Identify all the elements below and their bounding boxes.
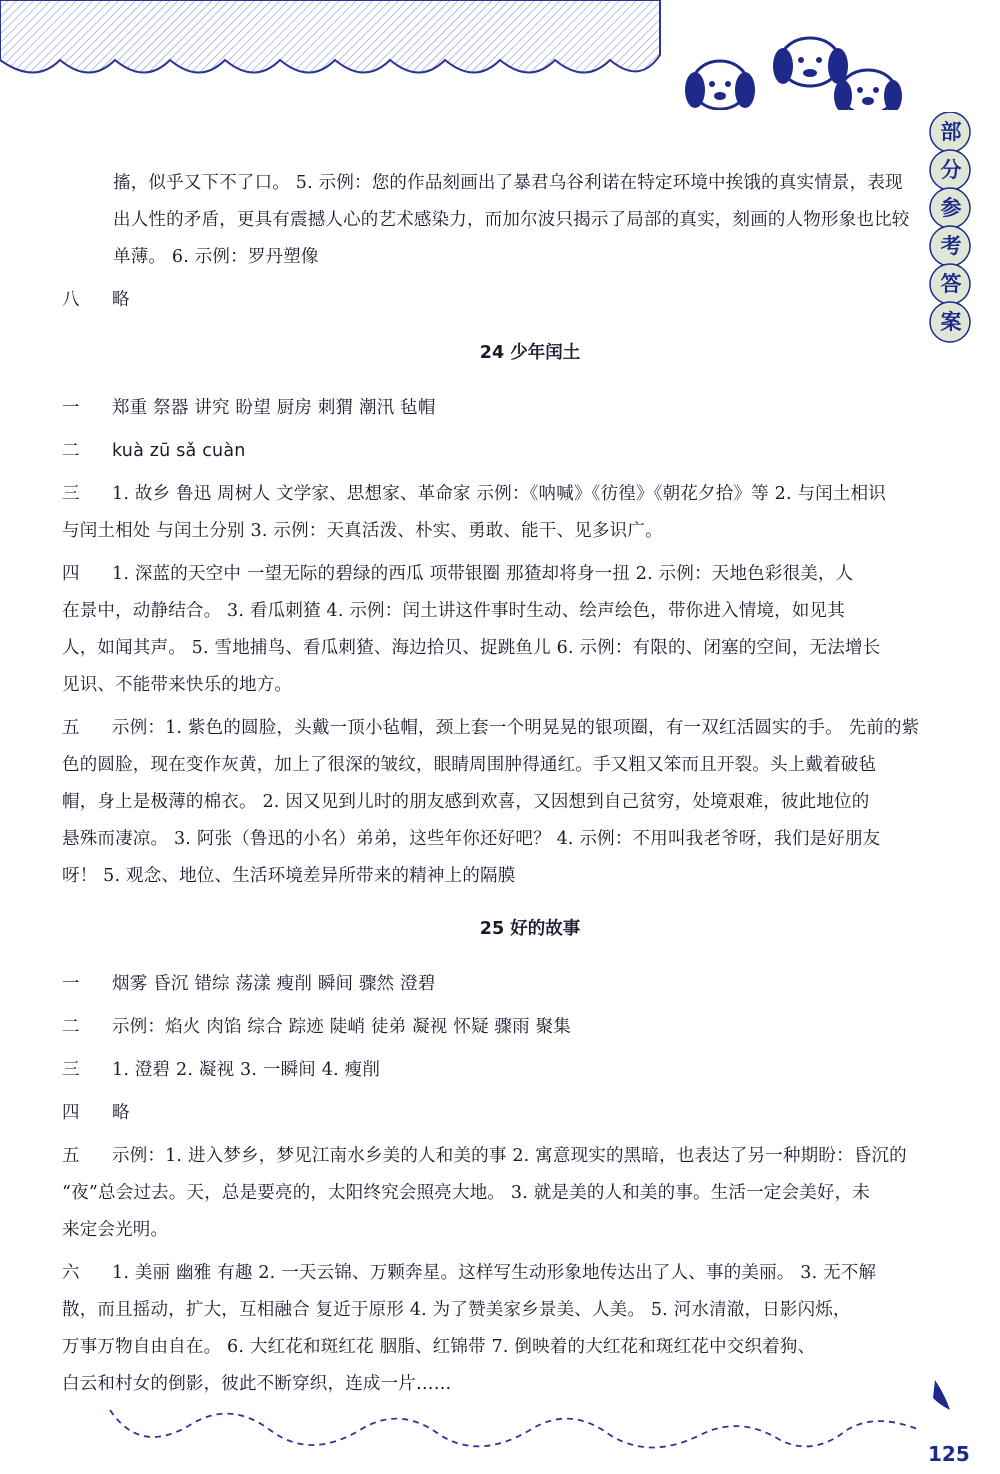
puppy-icon	[685, 61, 755, 109]
item-label: 六	[62, 1263, 80, 1283]
answer-item	[60, 1052, 920, 1089]
side-tab-char: 考	[940, 234, 962, 258]
answer-line: 示例：1. 紫色的圆脸，头戴一顶小毡帽，颈上套一个明晃晃的银项圈，有一双红活圆实的手。 先前的紫	[112, 718, 920, 738]
answer-line: 万事万物自由自在。 6. 大红花和斑红花 胭脂、红锦带 7. 倒映着的大红花和斑红花中交织着狗、	[62, 1337, 816, 1357]
answer-item	[60, 390, 920, 427]
answer-item	[60, 476, 920, 550]
item-label: 一	[62, 974, 80, 994]
answer-line: 搐，似乎又下不了口。 5. 示例：您的作品刻画出了暴君乌谷利诺在特定环境中挨饿的真实情景，表现	[113, 173, 903, 193]
side-tab-char: 部	[940, 120, 962, 144]
page-number: 125	[928, 1442, 970, 1466]
answer-item	[60, 1095, 920, 1132]
item-label: 八	[62, 290, 80, 310]
answer-line: 示例：1. 进入梦乡，梦见江南水乡美的人和美的事 2. 寓意现实的黑暗，也表达了另一种期盼：昏沉的	[112, 1146, 907, 1166]
side-tab-char: 案	[940, 310, 962, 334]
item-label: 四	[62, 564, 80, 584]
side-tab-char: 分	[940, 158, 962, 182]
continuation-block	[60, 165, 920, 276]
side-tab-char: 参	[940, 196, 962, 220]
answer-item	[60, 710, 920, 895]
answer-line: 单薄。 6. 示例：罗丹塑像	[113, 247, 319, 267]
answer-line: 帽，身上是极薄的棉衣。 2. 因又见到儿时的朋友感到欢喜，又因想到自己贫穷，处境艰难，彼此地位的	[62, 792, 870, 812]
item-label: 二	[62, 441, 80, 461]
item-label: 四	[62, 1103, 80, 1123]
answer-line: 郑重 祭器 讲究 盼望 厨房 刺猬 潮汛 毡帽	[112, 398, 436, 418]
answer-line: 示例：焰火 肉馅 综合 踪迹 陡峭 徒弟 凝视 怀疑 骤雨 聚集	[112, 1017, 571, 1037]
answer-line: 出人性的矛盾，更具有震撼人心的艺术感染力，而加尔波只揭示了局部的真实，刻画的人物形象也比较	[113, 210, 910, 230]
answer-line: 散，而且摇动，扩大，互相融合 复近于原形 4. 为了赞美家乡景美、人美。 5. 河水清澈，日影闪烁，	[62, 1300, 851, 1320]
item-label: 三	[62, 484, 80, 504]
answer-line: 呀！ 5. 观念、地位、生活环境差异所带来的精神上的隔膜	[62, 866, 516, 886]
answer-line: 1. 美丽 幽雅 有趣 2. 一天云锦、万颗奔星。这样写生动形象地传达出了人、事的美丽。 3. 无不解	[112, 1263, 877, 1283]
item-label: 二	[62, 1017, 80, 1037]
item-label: 五	[62, 1146, 80, 1166]
item-label: 三	[62, 1060, 80, 1080]
lesson-title: 24 少年闰土	[479, 343, 581, 363]
answer-line: “夜”总会过去。天，总是要亮的，太阳终究会照亮大地。 3. 就是美的人和美的事。生活一定会美好，未	[62, 1183, 871, 1203]
pinyin-line: kuà zū sǎ cuàn	[112, 441, 246, 461]
answer-line: 略	[112, 290, 130, 310]
answer-line: 色的圆脸，现在变作灰黄，加上了很深的皱纹，眼睛周围肿得通红。手又粗又笨而且开裂。头上戴着破毡	[62, 755, 877, 775]
answer-line: 人，如闻其声。 5. 雪地捕鸟、看瓜刺猹、海边拾贝、捉跳鱼儿 6. 示例：有限的、闭塞的空间，无法增长	[62, 638, 881, 658]
answer-item	[60, 966, 920, 1003]
item-label: 五	[62, 718, 80, 738]
answer-item	[60, 1138, 920, 1249]
answer-line: 悬殊而凄凉。 3. 阿张（鲁迅的小名）弟弟，这些年你还好吧？ 4. 示例：不用叫我老爷呀，我们是好朋友	[62, 829, 881, 849]
answer-item	[60, 433, 920, 470]
answer-line: 烟雾 昏沉 错综 荡漾 瘦削 瞬间 骤然 澄碧	[112, 974, 436, 994]
answer-line: 来定会光明。	[62, 1220, 169, 1240]
answer-item	[60, 282, 920, 319]
leaf-icon	[933, 1380, 950, 1410]
answer-line: 1. 澄碧 2. 凝视 3. 一瞬间 4. 瘦削	[112, 1060, 381, 1080]
answer-line: 1. 深蓝的天空中 一望无际的碧绿的西瓜 项带银圈 那猹却将身一扭 2. 示例：天地色彩很美，人	[112, 564, 854, 584]
header-decoration	[0, 0, 1000, 110]
puppy-icon	[773, 38, 848, 86]
answer-item	[60, 556, 920, 704]
answer-content	[60, 165, 920, 1409]
answer-line: 略	[112, 1103, 130, 1123]
answer-line: 1. 故乡 鲁迅 周树人 文学家、思想家、革命家 示例：《呐喊》《彷徨》《朝花夕拾》等 2. 与闰土相识	[112, 484, 886, 504]
answer-line: 与闰土相处 与闰土分别 3. 示例：天真活泼、朴实、勇敢、能干、见多识广。	[62, 521, 663, 541]
footer-decoration	[0, 1380, 1000, 1474]
lesson-title: 25 好的故事	[479, 919, 581, 939]
answer-line: 在景中，动静结合。 3. 看瓜刺猹 4. 示例：闰土讲这件事时生动、绘声绘色，带你进入情境，如见其	[62, 601, 845, 621]
side-tab-char: 答	[940, 272, 962, 296]
answer-line: 见识、不能带来快乐的地方。	[62, 675, 293, 695]
answer-item	[60, 1009, 920, 1046]
item-label: 一	[62, 398, 80, 418]
answer-line: 白云和村女的倒影，彼此不断穿织，连成一片……	[62, 1374, 452, 1394]
